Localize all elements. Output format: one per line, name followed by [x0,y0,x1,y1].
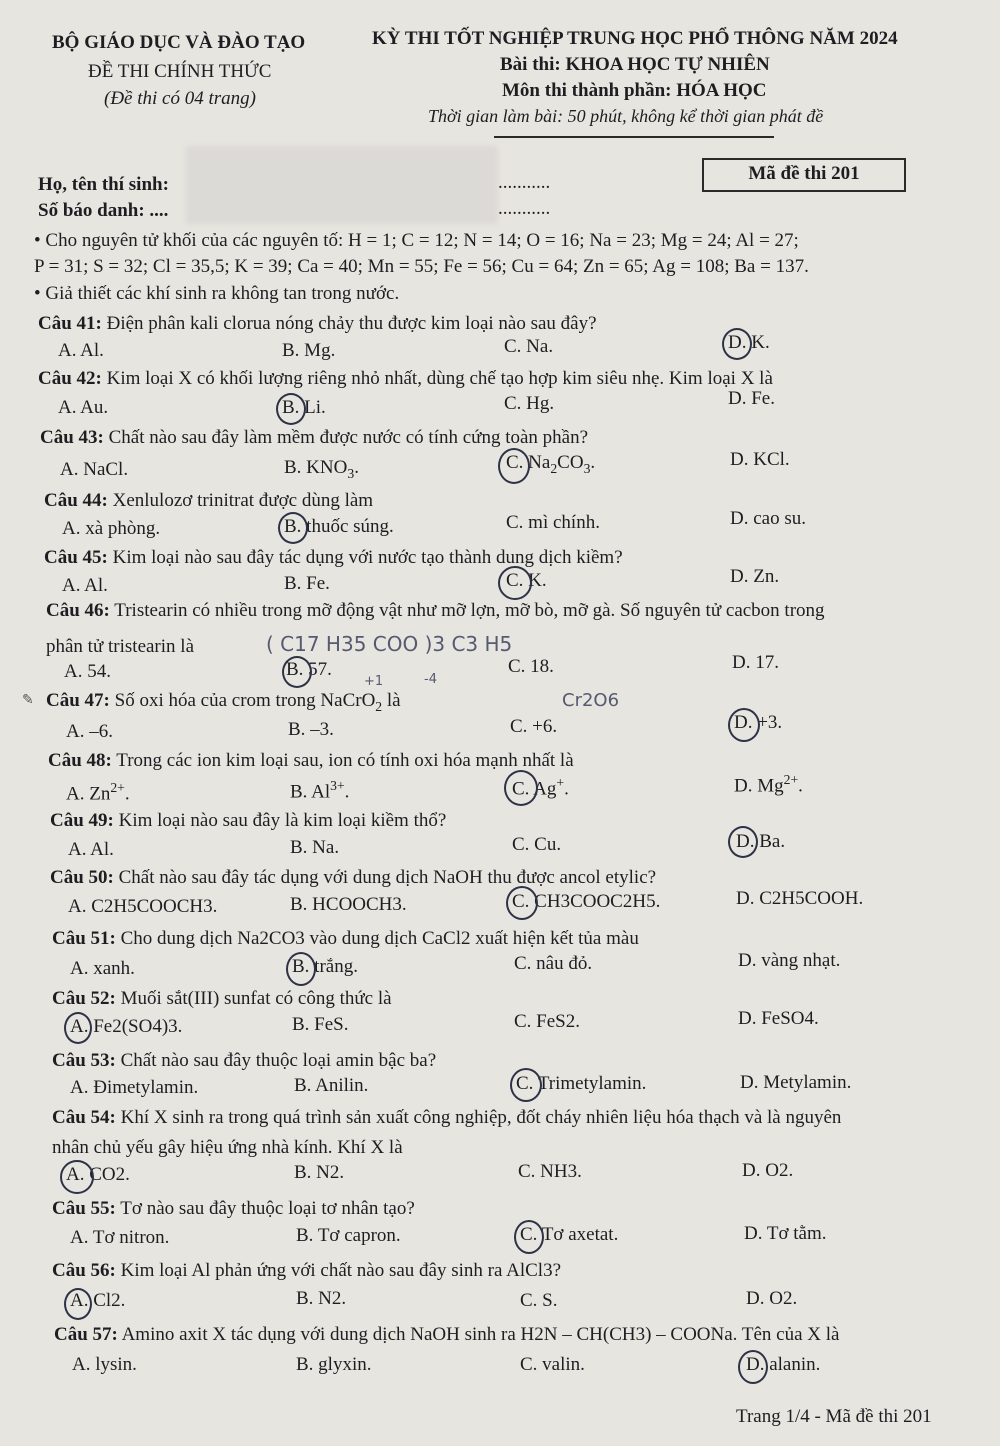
q46-option-d[interactable]: D. 17. [732,652,779,673]
question-49: Câu 49: Kim loại nào sau đây là kim loại kiềm thổ? [50,810,447,831]
q56-option-a[interactable]: A. Cl2. [70,1290,126,1311]
q44-option-a[interactable]: A. xà phòng. [62,518,161,539]
q43-option-b[interactable]: B. $KNO_3$. [284,457,359,481]
question-46: Câu 46: Tristearin có nhiều trong mỡ động vật như mỡ lợn, mỡ bò, mỡ gà. Số nguyên tử cacbon trong [46,600,825,621]
question-51: Câu 51: Cho dung dịch Na2CO3 vào dung dịch CaCl2 xuất hiện kết tủa màu [52,928,639,949]
q44-option-b[interactable]: B. thuốc súng. [284,516,394,537]
q41-option-b[interactable]: B. Mg. [282,340,336,361]
exam-name: Bài thi: KHOA HỌC TỰ NHIÊN [500,54,770,75]
q55-option-d[interactable]: D. Tơ tằm. [744,1223,827,1244]
question-43: Câu 43: Chất nào sau đây làm mềm được nước có tính cứng toàn phần? [40,427,589,448]
q42-option-b[interactable]: B. Li. [282,397,326,418]
q48-option-a[interactable]: A. $Zn^{2+}$. [66,780,130,805]
gas-assumption: • Giả thiết các khí sinh ra không tan trong nước. [34,283,400,304]
q52-option-d[interactable]: D. FeSO4. [738,1008,819,1029]
pages-note: (Đề thi có 04 trang) [104,88,256,109]
q54-option-d[interactable]: D. O2. [742,1160,794,1181]
q55-option-c[interactable]: C. Tơ axetat. [520,1224,619,1245]
student-name-label: Họ, tên thí sinh: [38,174,169,195]
q53-option-d[interactable]: D. Metylamin. [740,1072,852,1093]
subject-name: Môn thi thành phần: HÓA HỌC [502,80,767,101]
q48-option-c[interactable]: C. Ag+. [512,775,569,800]
q42-option-a[interactable]: A. Au. [58,397,109,418]
q53-option-a[interactable]: A. Đimetylamin. [70,1077,199,1098]
q54-option-a[interactable]: A. CO2. [66,1164,130,1185]
q55-option-b[interactable]: B. Tơ capron. [296,1225,401,1246]
question-57: Câu 57: Amino axit X tác dụng với dung dịch NaOH sinh ra H2N – CH(CH3) – COONa. Tên của X là [54,1324,840,1345]
q54-option-c[interactable]: C. NH3. [518,1161,582,1182]
q47-option-c[interactable]: C. +6. [510,716,558,737]
q56-option-c[interactable]: C. S. [520,1290,558,1311]
q47-option-d[interactable]: D. +3. [734,712,783,733]
q45-option-d[interactable]: D. Zn. [730,566,780,587]
q54-option-b[interactable]: B. N2. [294,1162,345,1183]
question-55: Câu 55: Tơ nào sau đây thuộc loại tơ nhân tạo? [52,1198,415,1219]
student-id-label: Số báo danh: .... [38,200,169,221]
name-dots: ........... [498,172,551,193]
q43-option-c[interactable]: C. $Na_2CO_3$. [506,452,596,476]
q52-option-a[interactable]: A. Fe2(SO4)3. [70,1016,183,1037]
q57-option-d[interactable]: D. alanin. [746,1354,821,1375]
q52-option-c[interactable]: C. FeS2. [514,1011,580,1032]
q43-option-d[interactable]: D. KCl. [730,449,790,470]
q48-option-b[interactable]: B. $Al^{3+}$. [290,778,350,803]
q57-option-a[interactable]: A. lysin. [72,1354,137,1375]
q51-option-d[interactable]: D. vàng nhạt. [738,950,841,971]
q56-option-b[interactable]: B. N2. [296,1288,347,1309]
question-41: Câu 41: Điện phân kali clorua nóng chảy thu được kim loại nào sau đây? [38,313,597,334]
q44-option-d[interactable]: D. cao su. [730,508,806,529]
q42-option-c[interactable]: C. Hg. [504,393,555,414]
q43-option-a[interactable]: A. NaCl. [60,459,129,480]
q51-option-c[interactable]: C. nâu đỏ. [514,953,593,974]
question-52: Câu 52: Muối sắt(III) sunfat có công thức là [52,988,392,1009]
q50-option-d[interactable]: D. C2H5COOH. [736,888,864,909]
handwritten-note-formula: ( C17 H35 COO )3 C3 H5 [266,632,513,656]
pen-mark-icon: ✎ [22,693,34,708]
q45-option-c[interactable]: C. K. [506,570,547,591]
redacted-area [186,146,498,224]
question-48: Câu 48: Trong các ion kim loại sau, ion có tính oxi hóa mạnh nhất là [48,750,574,771]
q49-option-a[interactable]: A. Al. [68,839,114,860]
q55-option-a[interactable]: A. Tơ nitron. [70,1227,170,1248]
q46-option-b[interactable]: B. 57. [286,659,332,680]
q57-option-c[interactable]: C. valin. [520,1354,585,1375]
ministry-name: BỘ GIÁO DỤC VÀ ĐÀO TẠO [52,32,306,53]
q56-option-d[interactable]: D. O2. [746,1288,798,1309]
question-53: Câu 53: Chất nào sau đây thuộc loại amin bậc ba? [52,1050,437,1071]
handwritten-note-charge: -4 [424,672,437,687]
q48-option-d[interactable]: D. $Mg^{2+}$. [734,772,803,797]
q50-option-b[interactable]: B. HCOOCH3. [290,894,407,915]
q51-option-a[interactable]: A. xanh. [70,958,135,979]
question-56: Câu 56: Kim loại Al phản ứng với chất nào sau đây sinh ra AlCl3? [52,1260,562,1281]
q49-option-d[interactable]: D. Ba. [736,831,786,852]
q46-option-c[interactable]: C. 18. [508,656,554,677]
page-footer: Trang 1/4 - Mã đề thi 201 [736,1406,932,1427]
q44-option-c[interactable]: C. mì chính. [506,512,600,533]
q50-option-a[interactable]: A. C2H5COOCH3. [68,896,218,917]
q53-option-b[interactable]: B. Anilin. [294,1075,369,1096]
handwritten-note-charge: +1 [364,674,384,689]
q46-option-a[interactable]: A. 54. [64,661,111,682]
q49-option-c[interactable]: C. Cu. [512,834,562,855]
q45-option-b[interactable]: B. Fe. [284,573,330,594]
q51-option-b[interactable]: B. trắng. [292,956,358,977]
question-45: Câu 45: Kim loại nào sau đây tác dụng với nước tạo thành dung dịch kiềm? [44,547,623,568]
exam-code-box: Mã đề thi 201 [702,158,906,192]
time-note: Thời gian làm bài: 50 phút, không kể thời gian phát đề [428,106,824,126]
q45-option-a[interactable]: A. Al. [62,575,108,596]
question-44: Câu 44: Xenlulozơ trinitrat được dùng làm [44,490,374,511]
atomic-mass-line1: • Cho nguyên tử khối của các nguyên tố: H = 1; C = 12; N = 14; O = 16; Na = 23; Mg = 24; Al = 27; [34,230,799,251]
question-50: Câu 50: Chất nào sau đây tác dụng với dung dịch NaOH thu được ancol etylic? [50,867,657,888]
atomic-mass-line2: P = 31; S = 32; Cl = 35,5; K = 39; Ca = 40; Mn = 55; Fe = 56; Cu = 64; Zn = 65; Ag = 108; Ba = 137. [34,256,809,277]
q49-option-b[interactable]: B. Na. [290,837,340,858]
q41-option-c[interactable]: C. Na. [504,336,554,357]
q41-option-d[interactable]: D. K. [728,332,770,353]
q57-option-b[interactable]: B. glyxin. [296,1354,372,1375]
handwritten-note-formula: Cr2O6 [562,690,620,711]
q50-option-c[interactable]: C. CH3COOC2H5. [512,891,661,912]
official-label: ĐỀ THI CHÍNH THỨC [88,61,272,82]
header-divider [494,136,774,138]
question-47: Câu 47: Số oxi hóa của crom trong NaCrO$_2$ là [46,690,401,714]
question-46-cont: phân tử tristearin là [46,636,195,657]
question-42: Câu 42: Kim loại X có khối lượng riêng nhỏ nhất, dùng chế tạo hợp kim siêu nhẹ. Kim loại X là [38,368,773,389]
q53-option-c[interactable]: C. Trimetylamin. [516,1073,647,1094]
q42-option-d[interactable]: D. Fe. [728,388,775,409]
q52-option-b[interactable]: B. FeS. [292,1014,349,1035]
q41-option-a[interactable]: A. Al. [58,340,104,361]
question-54: Câu 54: Khí X sinh ra trong quá trình sản xuất công nghiệp, đốt cháy nhiên liệu hóa thạch và là nguyên [52,1107,842,1128]
q47-option-a[interactable]: A. –6. [66,721,113,742]
question-54-cont: nhân chủ yếu gây hiệu ứng nhà kính. Khí X là [52,1137,403,1158]
q47-option-b[interactable]: B. –3. [288,719,334,740]
id-dots: ........... [498,198,551,219]
exam-title: KỲ THI TỐT NGHIỆP TRUNG HỌC PHỔ THÔNG NĂM 2024 [372,28,898,49]
